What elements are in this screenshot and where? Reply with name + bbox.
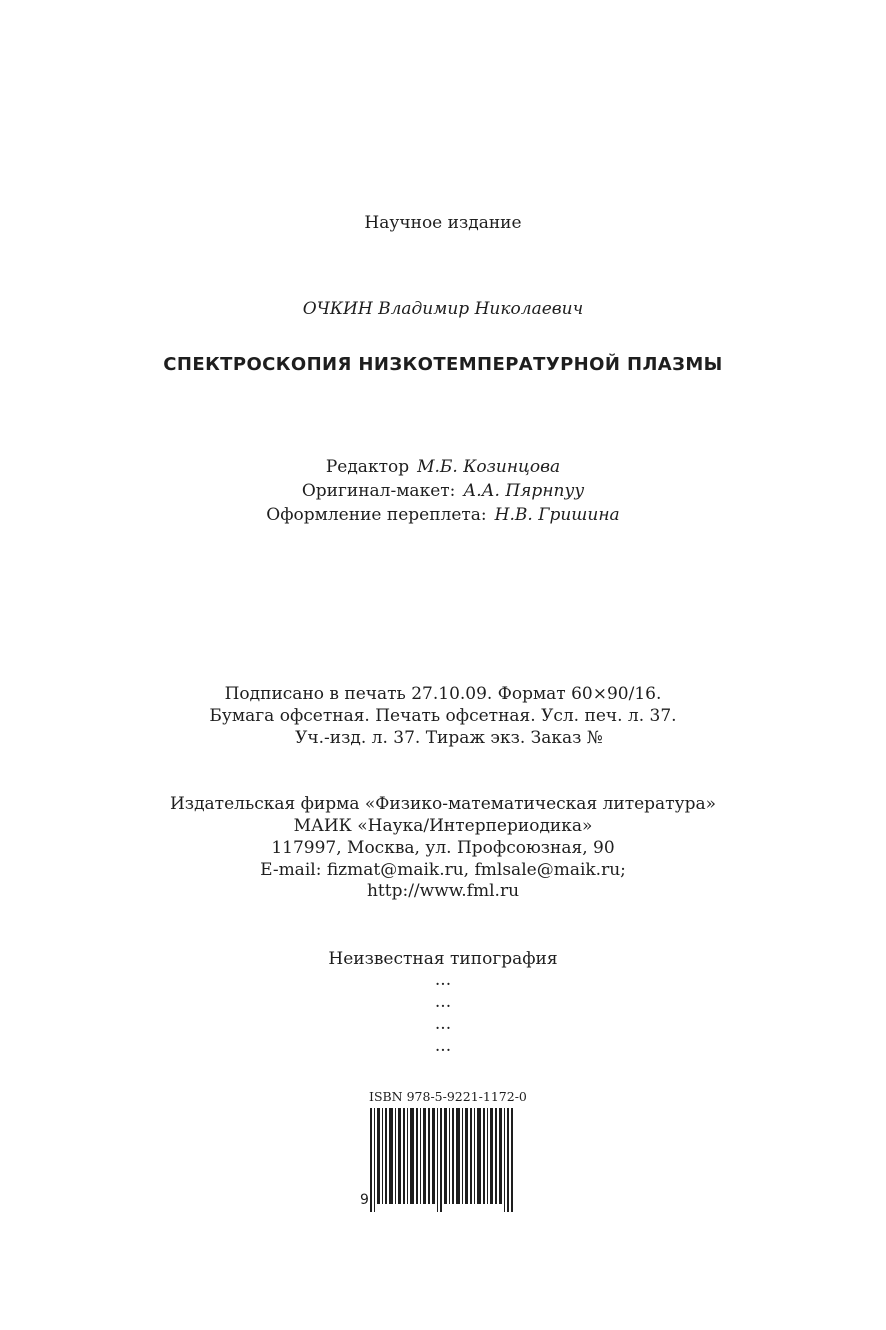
publisher-website: http://www.fml.ru [366,881,520,901]
printer-placeholder: ... [434,1036,452,1056]
printing-info-line: Бумага офсетная. Печать офсетная. Усл. печ. л. 37. [209,706,677,726]
isbn-number: ISBN 978-5-9221-1172-0 [369,1089,527,1104]
credit-editor [0,457,886,477]
printer-placeholder: ... [434,992,452,1012]
publisher-line: МАИК «Наука/Интерпериодика» [293,816,593,836]
publisher-line: Издательская фирма «Физико-математическая литература» [169,794,717,814]
printing-info-line: Подписано в печать 27.10.09. Формат 60×90/16. [224,684,662,704]
isbn-barcode [360,1088,530,1212]
printer-placeholder: ... [434,970,452,990]
credit-role: Редактор [325,457,410,477]
credit-person: М.Б. Козинцова [417,457,561,477]
credit-role: Оформление переплета: [266,505,487,525]
publisher-email: E-mail: fizmat@maik.ru, fmlsale@maik.ru; [260,860,626,880]
author-name: ОЧКИН Владимир Николаевич [302,299,584,319]
credit-layout [0,481,886,501]
credit-cover-design [0,505,886,525]
printer-name: Неизвестная типография [328,949,558,969]
printing-info-line: Уч.-изд. л. 37. Тираж экз. Заказ № [295,728,603,748]
book-title: СПЕКТРОСКОПИЯ НИЗКОТЕМПЕРАТУРНОЙ ПЛАЗМЫ [163,354,723,375]
printer-placeholder: ... [434,1014,452,1034]
credit-role: Оригинал-макет: [301,481,456,501]
barcode-lead-digit: 9 [360,1192,369,1208]
publisher-address: 117997, Москва, ул. Профсоюзная, 90 [271,838,615,858]
credit-person: А.А. Пярнпуу [463,481,585,501]
publication-type: Научное издание [364,213,522,233]
barcode-bars [370,1108,513,1212]
credit-person: Н.В. Гришина [494,505,620,525]
